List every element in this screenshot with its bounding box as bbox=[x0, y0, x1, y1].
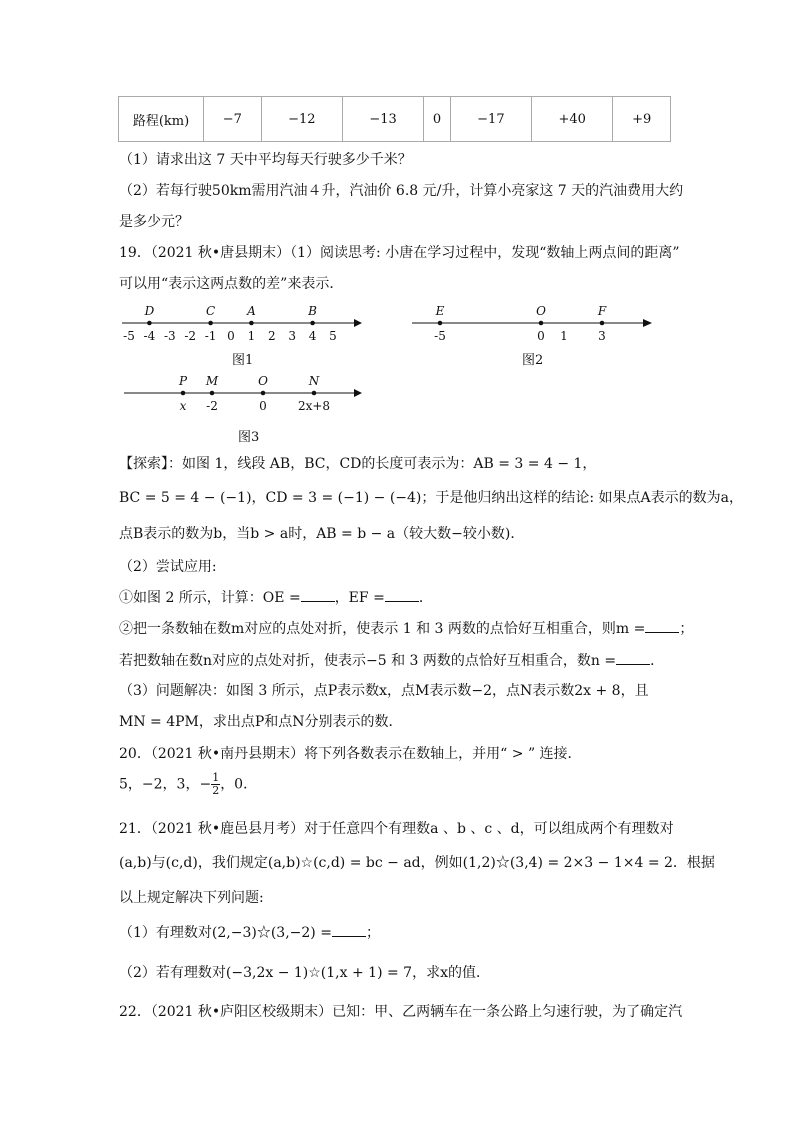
q21-line1: 21．（2021 秋•鹿邑县月考）对于任意四个有理数a 、b 、c 、d，可以组成两个有理数对 bbox=[119, 821, 674, 837]
point-label: E bbox=[435, 304, 445, 318]
q19-part2a-mid: ，EF = bbox=[334, 590, 385, 606]
point-label: O bbox=[536, 304, 546, 318]
q20-numbers-pre: 5，−2，3，− bbox=[119, 776, 212, 793]
tick-label: 4 bbox=[308, 329, 317, 343]
fraction-numerator: 1 bbox=[212, 771, 220, 784]
tick-label: 2 bbox=[267, 329, 276, 343]
point-dot bbox=[539, 321, 544, 326]
tick-label: -1 bbox=[204, 329, 217, 343]
fig2-points bbox=[435, 304, 607, 325]
distance-table bbox=[118, 96, 671, 142]
explore-line2: BC = 5 = 4 − (−1)，CD = 3 = (−1) − (−4)；于是他归纳出这样的结论: 如果点A表示的数为a， bbox=[119, 490, 744, 506]
q19-part2b2-text: 若把数轴在数n对应的点处对折，使表示−5 和 3 两数的点恰好互相重合，数n = bbox=[119, 653, 617, 669]
fraction-denominator: 2 bbox=[212, 784, 220, 797]
answer-blank bbox=[616, 653, 650, 665]
q19-part3-line1: （3）问题解决：如图 3 所示，点P表示数x，点M表示数−2，点N表示数2x + 8，且 bbox=[119, 683, 649, 699]
q22-line1: 22．（2021 秋•庐阳区校级期末）已知：甲、乙两辆车在一条公路上匀速行驶，为了确定汽 bbox=[119, 1004, 683, 1020]
tick-label: -3 bbox=[163, 329, 176, 343]
explore-line3: 点B表示的数为b，当b > a时，AB = b − a（较大数−较小数)． bbox=[119, 526, 525, 542]
point-dot bbox=[208, 321, 213, 326]
q21-part2: （2）若有理数对(−3,2x − 1)☆(1,x + 1) = 7，求x的值． bbox=[119, 965, 490, 981]
tick-label: 1 bbox=[560, 329, 568, 343]
answer-blank bbox=[385, 590, 419, 602]
tick-label: -5 bbox=[434, 329, 446, 343]
point-dot bbox=[147, 321, 152, 326]
q19-part2a bbox=[119, 587, 433, 607]
point-label: B bbox=[308, 304, 318, 318]
point-dot bbox=[261, 391, 266, 396]
figure1-caption: 图1 bbox=[232, 353, 254, 368]
point-dot bbox=[249, 321, 254, 326]
figure3-number-line bbox=[118, 370, 368, 420]
tick-label: 3 bbox=[288, 329, 297, 343]
answer-blank bbox=[332, 925, 366, 937]
q21-part1-end: ； bbox=[365, 925, 380, 941]
table-cell: −13 bbox=[342, 97, 423, 142]
q19-part3-line2: MN = 4PM，求出点P和点N分别表示的数． bbox=[119, 714, 403, 730]
point-label: A bbox=[247, 304, 256, 318]
table-cell: 0 bbox=[424, 97, 451, 142]
tick-label: 2x+8 bbox=[297, 399, 331, 413]
q19-part2b2-end: ． bbox=[650, 653, 665, 669]
q19-line2: 可以用“表示这两点数的差”来表示． bbox=[119, 276, 344, 292]
point-dot bbox=[210, 391, 215, 396]
q21-line2: (a,b)与(c,d)，我们规定(a,b)☆(c,d) = bc − ad，例如(1,2)☆(3,4) = 2×3 − 1×4 = 2．根据 bbox=[119, 855, 715, 871]
tick-label: 0 bbox=[259, 399, 267, 413]
q19-part2-heading: （2）尝试应用: bbox=[119, 559, 217, 575]
q19-part2a-text: ①如图 2 所示，计算：OE = bbox=[119, 590, 301, 606]
tick-label: 5 bbox=[329, 329, 337, 343]
q19-part2b-line2 bbox=[119, 650, 664, 670]
point-dot bbox=[312, 391, 317, 396]
q19-part2a-end: ． bbox=[418, 590, 433, 606]
fig1-ticks bbox=[123, 329, 337, 343]
fig1-points bbox=[144, 304, 318, 325]
q21-line3: 以上规定解决下列问题: bbox=[119, 890, 264, 906]
tick-label: -2 bbox=[206, 399, 218, 413]
point-dot bbox=[181, 391, 186, 396]
answer-blank bbox=[645, 621, 679, 633]
point-label: D bbox=[144, 304, 155, 318]
point-dot bbox=[600, 321, 605, 326]
figure2-caption: 图2 bbox=[522, 353, 544, 368]
tick-label: 1 bbox=[247, 329, 256, 343]
explore-line1: 【探索】：如图 1，线段 AB，BC，CD的长度可表示为：AB = 3 = 4 − 1， bbox=[119, 456, 597, 472]
q18-part1: （1）请求出这 7 天中平均每天行驶多少千米？ bbox=[119, 152, 412, 168]
q21-part1-text: （1）有理数对(2,−3)☆(3,−2) = bbox=[119, 925, 332, 941]
tick-label: 0 bbox=[537, 329, 545, 343]
q19-line1: 19．（2021 秋•唐县期末）（1）阅读思考: 小唐在学习过程中，发现“数轴上两点间的距离” bbox=[119, 245, 680, 261]
tick-label: 3 bbox=[598, 329, 606, 343]
fraction-one-half bbox=[211, 772, 220, 797]
figure3-caption: 图3 bbox=[238, 430, 260, 445]
fig3-ticks bbox=[180, 399, 330, 413]
q20-numbers-post: ，0． bbox=[220, 776, 258, 793]
answer-blank bbox=[301, 590, 335, 602]
point-dot bbox=[310, 321, 315, 326]
point-label: M bbox=[205, 374, 219, 388]
q18-part2-line1: （2）若每行驶50km需用汽油４升，汽油价 6.8 元/升，计算小亮家这 7 天的汽油费用大约 bbox=[119, 183, 684, 199]
point-label: F bbox=[597, 304, 607, 318]
q20-numbers bbox=[119, 772, 257, 797]
point-label: N bbox=[308, 374, 320, 388]
point-label: C bbox=[206, 304, 216, 318]
fig2-ticks bbox=[434, 329, 606, 343]
tick-label: -5 bbox=[123, 329, 135, 343]
q19-part2b1-text: ②把一条数轴在数m对应的点处对折，使表示 1 和 3 两数的点恰好互相重合，则m = bbox=[119, 621, 646, 637]
point-dot bbox=[438, 321, 443, 326]
q21-part1 bbox=[119, 922, 380, 942]
table-cell: −7 bbox=[204, 97, 262, 142]
q18-part2-line2: 是多少元？ bbox=[119, 214, 189, 230]
tick-label: x bbox=[179, 399, 187, 413]
tick-label: 0 bbox=[227, 329, 235, 343]
table-cell: +9 bbox=[613, 97, 671, 142]
tick-label: -4 bbox=[143, 329, 156, 343]
q20-line1: 20．（2021 秋•南丹县期末）将下列各数表示在数轴上，并用“ > ” 连接． bbox=[119, 746, 582, 762]
point-label: O bbox=[258, 374, 268, 388]
q19-part2b-line1 bbox=[119, 618, 693, 638]
tick-label: -2 bbox=[184, 329, 197, 343]
table-cell: +40 bbox=[532, 97, 613, 142]
table-row bbox=[119, 97, 671, 142]
table-header-cell: 路程(km) bbox=[119, 97, 204, 142]
table-cell: −12 bbox=[261, 97, 342, 142]
q19-part2b1-end: ； bbox=[679, 621, 694, 637]
table-cell: −17 bbox=[450, 97, 531, 142]
point-label: P bbox=[178, 374, 188, 388]
fig3-points bbox=[178, 374, 320, 395]
